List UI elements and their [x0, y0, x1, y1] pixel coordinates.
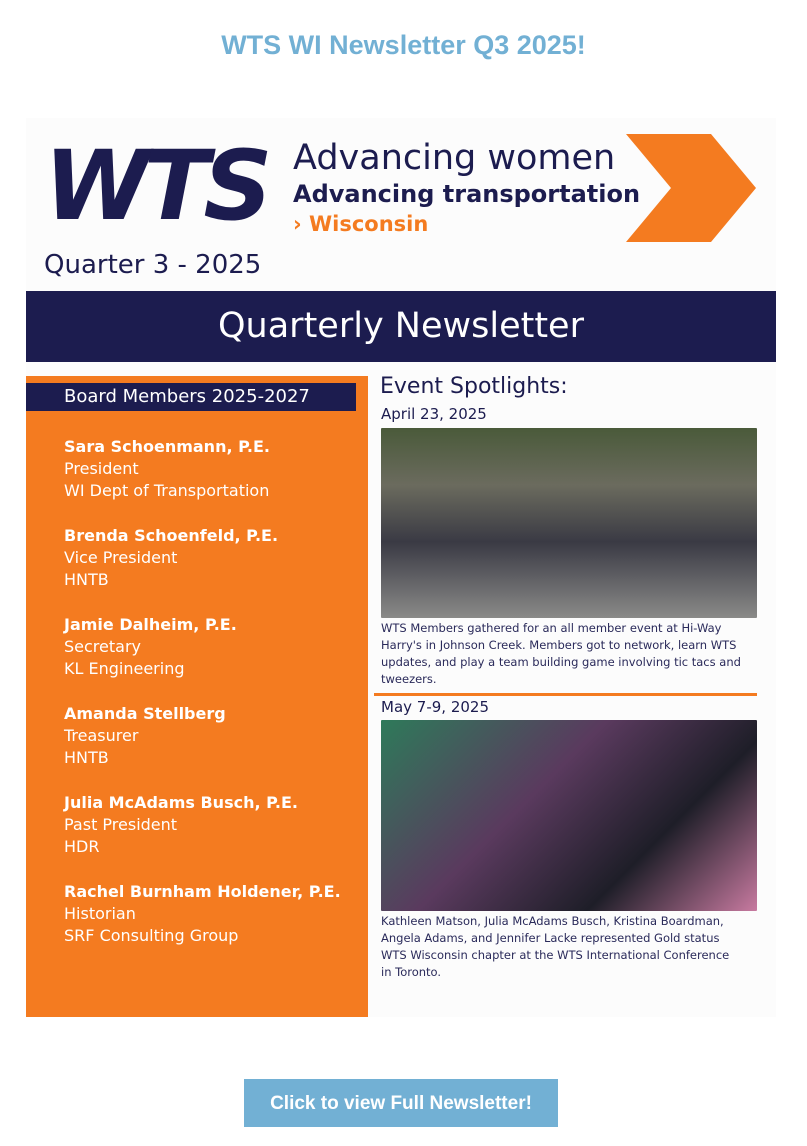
- tagline-transportation: Advancing transportation: [293, 180, 641, 208]
- member-name: Jamie Dalheim, P.E.: [64, 615, 237, 634]
- member-role: Vice President: [64, 548, 178, 567]
- quarter-label: Quarter 3 - 2025: [44, 250, 262, 280]
- newsletter-image[interactable]: [26, 118, 776, 1017]
- board-member: [64, 525, 278, 591]
- member-org: HNTB: [64, 748, 109, 767]
- member-org: KL Engineering: [64, 659, 185, 678]
- member-role: Treasurer: [64, 726, 139, 745]
- tagline-women: Advancing women: [293, 138, 616, 178]
- email-title: WTS WI Newsletter Q3 2025!: [221, 30, 586, 60]
- member-role: Historian: [64, 904, 136, 923]
- member-role: President: [64, 459, 139, 478]
- board-member: [64, 792, 298, 858]
- board-member: [64, 703, 226, 769]
- member-org: WI Dept of Transportation: [64, 481, 270, 500]
- banner-title: Quarterly Newsletter: [26, 291, 776, 362]
- member-org: HDR: [64, 837, 100, 856]
- event-caption: WTS Members gathered for an all member event at Hi-Way Harry's in Johnson Creek. Members got to network, learn WTS updates, and play a team building game involving tic tacs and tweezers.: [381, 621, 741, 686]
- board-member: [64, 881, 341, 947]
- board-member: [64, 436, 270, 502]
- board-member: [64, 614, 237, 680]
- events-heading: Event Spotlights:: [380, 374, 568, 399]
- event-caption: Kathleen Matson, Julia McAdams Busch, Kristina Boardman, Angela Adams, and Jennifer Lacke represented Gold status WTS Wisconsin chapter at the WTS International Conference in Toronto.: [381, 914, 730, 979]
- wts-logo: WTS: [44, 130, 267, 242]
- member-name: Rachel Burnham Holdener, P.E.: [64, 882, 341, 901]
- member-name: Sara Schoenmann, P.E.: [64, 437, 270, 456]
- tagline-wisconsin: › Wisconsin: [293, 212, 429, 236]
- member-org: SRF Consulting Group: [64, 926, 239, 945]
- member-name: Julia McAdams Busch, P.E.: [64, 793, 298, 812]
- event-photo-members: [381, 428, 757, 618]
- board-heading: Board Members 2025-2027: [26, 383, 356, 411]
- member-role: Past President: [64, 815, 178, 834]
- member-role: Secretary: [64, 637, 141, 656]
- member-name: Amanda Stellberg: [64, 704, 226, 723]
- view-full-newsletter-button[interactable]: Click to view Full Newsletter!: [244, 1079, 558, 1127]
- event-date: May 7-9, 2025: [381, 698, 489, 716]
- chevron-arrow-icon: [626, 134, 756, 242]
- member-name: Brenda Schoenfeld, P.E.: [64, 526, 279, 545]
- divider: [374, 693, 757, 696]
- event-photo-conference: [381, 720, 757, 911]
- member-org: HNTB: [64, 570, 109, 589]
- event-date: April 23, 2025: [381, 405, 487, 423]
